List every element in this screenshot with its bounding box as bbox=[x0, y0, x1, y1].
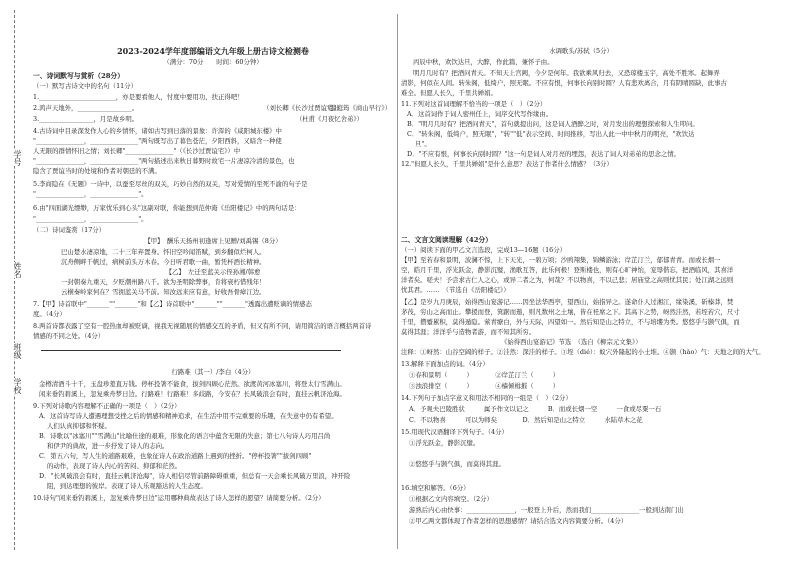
question-11-option-d: D．"不应有恨，何事长向别时圆？"这一句是词人对月亮的埋怨，表达了词人对弟弟的思念之情。 bbox=[407, 150, 681, 158]
question-8-line-2: 情感的不同之处。（4分） bbox=[33, 332, 105, 340]
column-divider bbox=[397, 14, 398, 549]
binding-label-id: 学号 bbox=[4, 150, 22, 166]
question-7-line-1: 7.【甲】诗首联中"_______""_______"和【乙】诗首联中"_______""_______"透露出遭贬谪的情感态 bbox=[33, 300, 312, 308]
question-14: 14.下列句子加点字意义和用法不相同的一组是（ ）（2分） bbox=[401, 394, 572, 402]
question-9-option-c-2: 的动作，表现了诗人内心的苦闷、抑郁和茫然。 bbox=[47, 462, 182, 470]
passage-jia-line-3: 洋者矣。嗟夫！予尝求古仁人之心，或异二者之为，何哉？不以物喜，不以己悲；居庙堂之高则忧其民；处江湖之远则 bbox=[401, 276, 734, 284]
poem-1-line-2: 沉舟侧畔千帆过，病树前头万木春。今日听君歌一曲，暂凭杯酒长精神。 bbox=[61, 258, 266, 266]
question-2-source: （温庭筠《商山早行》） bbox=[323, 104, 391, 112]
question-11-option-c-cont: 旦"。 bbox=[415, 140, 431, 148]
question-4-line-1: 4.古诗词中目录深发作人心的乡情怀，诸如古写到日落的景象：许浑的《咸阳城东楼》中 bbox=[33, 127, 282, 135]
passage-yi-line-3: 千里，攒蹙累积，莫得遁隐。萦青缭白，外与天际，四望如一。然后知是山之特立，不与培塿为类。悠悠乎与颢气俱，而 bbox=[401, 318, 740, 326]
question-6-blank: "_______________，_______________"。 bbox=[33, 215, 148, 223]
question-14-options-ab: A．予观夫巴陵胜状 属予作文以记之 B．而或长烟一空 一食或尽粟一石 bbox=[409, 405, 662, 413]
question-3-source: （杜甫《月夜忆舍弟》） bbox=[295, 115, 363, 123]
binding-label-school: 学校 bbox=[4, 378, 22, 394]
question-13: 13.解释下面加点的词。（4分） bbox=[401, 360, 489, 368]
subsection-1-heading: （一）默写古诗文中的名句（11分） bbox=[33, 82, 137, 90]
question-1-source: （刘长卿《长沙过贾谊宅》） bbox=[263, 104, 343, 112]
question-11-option-a: A．这首词作于词人密州任上，词序交代写作缘由。 bbox=[407, 110, 553, 118]
subsection-2-heading: （二）诗词鉴赏（17分） bbox=[33, 226, 106, 234]
binding-label-class: 班级 bbox=[4, 343, 22, 359]
question-9-option-a-2: 人们认真抑郁和怀疑。 bbox=[47, 422, 111, 430]
question-16-item-1: ①根据乙文内容填空。（2分） bbox=[409, 495, 493, 503]
question-15: 15.用现代汉语翻译下列句子。（4分） bbox=[401, 428, 508, 436]
question-9-option-b-2: 和伊尹的典故，进一步抒发了诗人的志向。 bbox=[47, 442, 169, 450]
question-11-option-b: B．"明月几时有？把酒问青天"，首句就提出问，这是词人酒醉之时，对月发出的理想探索和人生叩问。 bbox=[407, 120, 699, 128]
question-13-items-2: ③浊浪排空（ ） ④樯倾楫摧（ ） bbox=[409, 382, 560, 390]
passage-notes: 注释：①岈然：山谷空阔的样子。②洼然：深洼的样子。③垤（dié）：蚁穴外隆起的小土堆。④颢（hào）气：天地之间的大气。 bbox=[401, 348, 765, 356]
passage-yi-line-4: 莫得其涯；洋洋乎与造物者游，而不知其所穷。 bbox=[401, 328, 536, 336]
question-7-line-2: 度。（4分） bbox=[33, 310, 66, 318]
poem-1-title: 【甲】 酬乐天扬州初逢席上见赠/刘禹锡（8分） bbox=[144, 237, 282, 245]
question-3: 3._________________，月是故乡明。 bbox=[33, 115, 139, 123]
passage-jia-line-1: 【甲】至若春和景明，波澜不惊，上下天光，一碧万顷；沙鸥翔集，锦鳞游泳；岸芷汀兰，郁郁青青。而或长烟一 bbox=[401, 256, 721, 264]
question-16-fill: 游熟后内心由快事：_______________，一般登上升后，然而我们_______________一般到达南门出 bbox=[409, 506, 684, 514]
question-16: 16.填空和解答。（6分） bbox=[401, 484, 470, 492]
question-9-option-b-1: B．诗歌以"冰塞川""雪满山"比喻仕途的艰难，形象化的语言中蕴含无限的失意；第七八句诗人巧用吕尚 bbox=[39, 432, 331, 440]
poem-3-title: 行路难（其一）/李白（4分） bbox=[171, 368, 255, 376]
poem-4-line-1: 明月几时有？把酒问青天。不知天上宫阙，今夕是何年。我欲乘风归去，又恐琼楼玉宇，高处不胜寒。起舞弄 bbox=[413, 69, 720, 77]
question-4-line-3: 人无限的群情怀旧之情；刘长卿"_______________"（《长沙过贾谊宅》）中 bbox=[33, 147, 241, 155]
question-8-line-1: 8.两首诗都表露了空有一腔热血却被贬谪，视我无视随展的情感交互的矛盾，但又有所不同，请用简洁的语言概括两首诗 bbox=[33, 322, 372, 330]
question-15-item-2: ②悠悠乎与颢气俱，而莫得其涯。 bbox=[409, 460, 505, 468]
passage-yi-source: 《始得西山宴游记》节选 （选自《柳宗元文集》） bbox=[501, 338, 642, 346]
subsection-3-heading: （一）阅读下面的甲乙文言选段，完成13—16题（16分） bbox=[401, 246, 566, 254]
poem-2-line-2: 云横秦岭家何在？雪拥蓝关马不前。知汝远来应有意，好收吾骨瘴江边。 bbox=[61, 288, 266, 296]
binding-label-name: 姓名 bbox=[4, 262, 22, 278]
question-4-line-2: "_______________，_______________"两句既写出了暮色苍茫，夕阳西斜，又暗含一种使 bbox=[33, 137, 282, 145]
question-5-line-1: 5.李商隐在《无题》一诗中，以蚕至尽丝的双关，巧妙自然的双关，写对爱情的至死不渝的句子是 bbox=[33, 180, 308, 188]
poem-3-line-1: 金樽清酒斗十千，玉盘珍羞直万钱。停杯投箸不能食，拔剑四顾心茫然。欲渡黄河冰塞川，将登太行雪满山。 bbox=[39, 380, 346, 388]
poem-3-line-2: 闲来垂钓碧溪上，忽复乘舟梦日边。行路难！行路难！多歧路，今安在？长风破浪会有时，直挂云帆济沧海。 bbox=[39, 390, 346, 398]
poem-4-line-3: 难全。但愿人长久，千里共婵娟。 bbox=[401, 89, 497, 97]
question-5-line-2: "_______________，_______________"。 bbox=[33, 190, 148, 198]
question-15-item-1: ①浮光跃金，静影沉璧。 bbox=[409, 439, 480, 447]
poem-2-title: 【乙】 左迁至蓝关示侄孙湘/韩愈 bbox=[165, 268, 261, 276]
section-1-heading: 一、诗词默写与赏析（28分） bbox=[33, 72, 125, 80]
exam-meta: （满分：70分 时间：60分钟） bbox=[163, 58, 263, 66]
question-1: 1.________________________，亦是要看他人，忖度中要用功，扶正得吧！ bbox=[33, 93, 244, 101]
question-9: 9.下列对诗歌内容理解不正确的一项是（ ）（2分） bbox=[33, 402, 181, 410]
exam-title: 2023-2024学年度部编语文九年级上册古诗文检测卷 bbox=[117, 47, 309, 56]
question-13-items-1: ①春和景明（ ） ②岸芷汀兰（ ） bbox=[409, 371, 560, 379]
question-14-options-cd: C．不以物喜 可以为师矣 D．然后知是山之特立 水陆草木之花 bbox=[409, 416, 643, 424]
question-16-item-2: ②甲乙两文都体现了作者怎样的思想感情？请结合选文内容简要分析。（4分） bbox=[409, 517, 628, 525]
question-11-option-c: C．"转朱阁，低绮户，照无眠"，"转""低"表示空间、时间推移，写出人此一中中秋月的明亮，"欢饮达 bbox=[407, 130, 695, 138]
question-6: 6.由"四面湖光缥缈，万家忧乐到心头"这副对联，你能想到范仲淹《岳阳楼记》中的两句话是： bbox=[33, 204, 301, 212]
poem-4-title: 水调歌头/苏轼（5分） bbox=[549, 47, 613, 55]
section-2-heading: 二、文言文阅读理解（42分） bbox=[401, 236, 493, 244]
poem-2-line-1: 一封朝奏九重天，夕贬潮州路八千。欲为圣明除弊事，肯将衰朽惜残年！ bbox=[61, 278, 266, 286]
passage-jia-line-2: 空，皓月千里，浮光跃金，静影沉璧，渔歌互答，此乐何极！登斯楼也，则有心旷神怡，宠辱偕忘，把酒临风，其喜洋 bbox=[401, 266, 734, 274]
passage-jia-line-4: 忧其君。…… （节选自《岳阳楼记》） bbox=[401, 286, 510, 294]
poem-4-preface: 丙辰中秋，欢饮达旦，大醉，作此篇，兼怀子由。 bbox=[413, 58, 554, 66]
question-9-option-d-2: 阻，到达理想的彼岸。表现了诗人乐观豁达的人生态度。 bbox=[47, 482, 207, 490]
question-9-option-c-1: C．第五六句，写人生的道路艰难，也象征诗人在政治道路上遇到的挫折。"停杯投箸""拔剑四顾" bbox=[39, 452, 312, 460]
question-10: 10.诗句"闲来垂钓碧溪上，忽复乘舟梦日边"运用哪种典故表达了诗人怎样的愿望？请简要分析。（2分） bbox=[33, 494, 325, 502]
question-9-option-d-1: D．"长风破浪会有时，直挂云帆济沧海"，诗人相信尽管前路障碍重重，但总有一天会乘长风破万里浪，冲开险 bbox=[39, 472, 351, 480]
question-4-line-5: 隐含了贾谊当时的处境和作者对朝廷的不满。 bbox=[33, 167, 161, 175]
poem-1-line-1: 巴山楚水凄凉地，二十三年弃置身。怀旧空吟闻笛赋，到乡翻似烂柯人。 bbox=[61, 248, 266, 256]
question-12: 12."但愿人长久，千里共婵娟"是什么意思？表达了作者什么情感？（3分） bbox=[401, 160, 613, 168]
binding-margin bbox=[0, 0, 28, 561]
question-9-option-a-1: A．这首诗写诗人遭遇理想受挫之后的情感和精神追求，在生活中用不完重要的乐趣，在失意中仍有希望。 bbox=[39, 412, 338, 420]
question-4-line-4: "_______________，_______________"两句描述出来秋日暮野时故宅一片凄凉冷清的景色，也 bbox=[33, 157, 295, 165]
passage-yi-line-1: 【乙】是岁九月庚辰，始得西山宴游记……因坐法华西亭，望西山，始指异之。遂命仆人过湘江，缘染溪，斫榛莽，焚 bbox=[401, 298, 734, 306]
question-11: 11.下列对这首词理解不恰当的一项是（ ）（2分） bbox=[401, 100, 547, 108]
poem-4-line-2: 清影，何似在人间。转朱阁，低绮户，照无眠。不应有恨，何事长向别时圆？人有悲欢离合，月有阴晴圆缺，此事古 bbox=[401, 79, 727, 87]
question-2: 2.鸿声天地外，_________________。 bbox=[33, 104, 139, 112]
question-8-answer-line bbox=[41, 350, 341, 351]
binding-dashed-line bbox=[14, 10, 15, 550]
passage-yi-line-2: 茅茷，穷山之高而止。攀援而登，箕踞而遨，则凡数州之土壤，皆在衽席之下。其高下之势，岈然洼然，若垤若穴，尺寸 bbox=[401, 308, 740, 316]
